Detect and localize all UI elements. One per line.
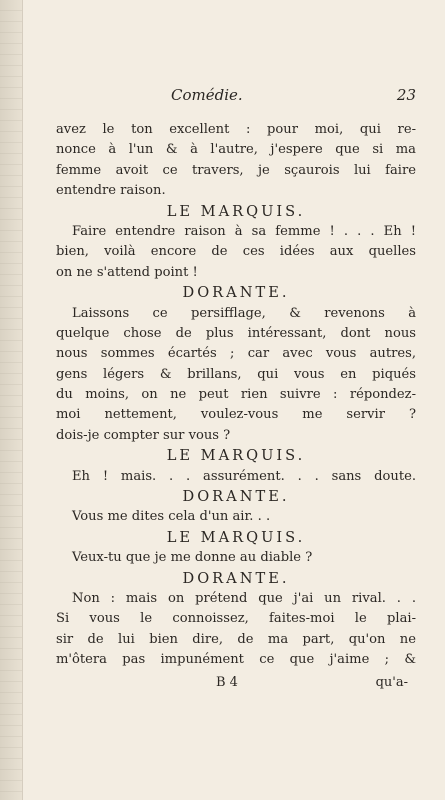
text-line: du moins, on ne peut rien suivre : répondez-	[56, 387, 416, 403]
text-line: Si vous le connoissez, faites-moi le plai-	[56, 611, 416, 627]
catchword: qu'a-	[375, 674, 408, 690]
text-line: Faire entendre raison à sa femme ! . . . Eh !	[72, 223, 416, 239]
text-line: m'ôtera pas impunément ce que j'aime ; &	[56, 652, 416, 668]
text-line: Non : mais on prétend que j'ai un rival. . .	[72, 590, 416, 606]
running-header	[56, 86, 416, 120]
speaker-heading: LE MARQUIS.	[166, 528, 306, 546]
facing-page-bleed	[0, 0, 22, 800]
text-line: dois-je compter sur vous ?	[56, 427, 231, 443]
text-line: quelque chose de plus intéressant, dont nous	[56, 325, 416, 341]
text-line: Vous me dites cela d'un air. . .	[72, 509, 271, 525]
running-title: Comédie.	[171, 86, 243, 104]
text-line: femme avoit ce travers, je sçaurois lui faire	[56, 162, 416, 178]
text-line: Veux-tu que je me donne au diable ?	[72, 550, 313, 566]
speaker-heading: DORANTE.	[182, 488, 290, 506]
text-line: nous sommes écartés ; car avec vous autres,	[56, 346, 416, 362]
text-line: avez le ton excellent : pour moi, qui re-	[56, 122, 416, 137]
speaker-heading: DORANTE.	[182, 569, 290, 587]
page-number: 23	[396, 86, 416, 104]
text-line: gens légers & brillans, qui vous en piqués	[56, 366, 416, 382]
text-line: on ne s'attend point !	[56, 264, 198, 280]
speaker-heading: DORANTE.	[182, 284, 290, 302]
text-line: Eh ! mais. . . assurément. . . sans doute.	[72, 468, 416, 484]
text-line: entendre raison.	[56, 183, 166, 199]
book-page	[22, 0, 445, 800]
speaker-heading: LE MARQUIS.	[166, 202, 306, 220]
page-text-block	[56, 86, 416, 693]
text-line: moi nettement, voulez-vous me servir ?	[56, 407, 416, 423]
page-footer	[56, 673, 416, 693]
signature-mark: B 4	[216, 674, 238, 690]
text-line: sir de lui bien dire, de ma part, qu'on ne	[56, 631, 416, 647]
text-line: bien, voilà encore de ces idées aux quelles	[56, 244, 416, 260]
text-line: Laissons ce persifflage, & revenons à	[72, 305, 416, 321]
text-line: nonce à l'un & à l'autre, j'espere que si ma	[56, 142, 416, 158]
speaker-heading: LE MARQUIS.	[166, 447, 306, 465]
